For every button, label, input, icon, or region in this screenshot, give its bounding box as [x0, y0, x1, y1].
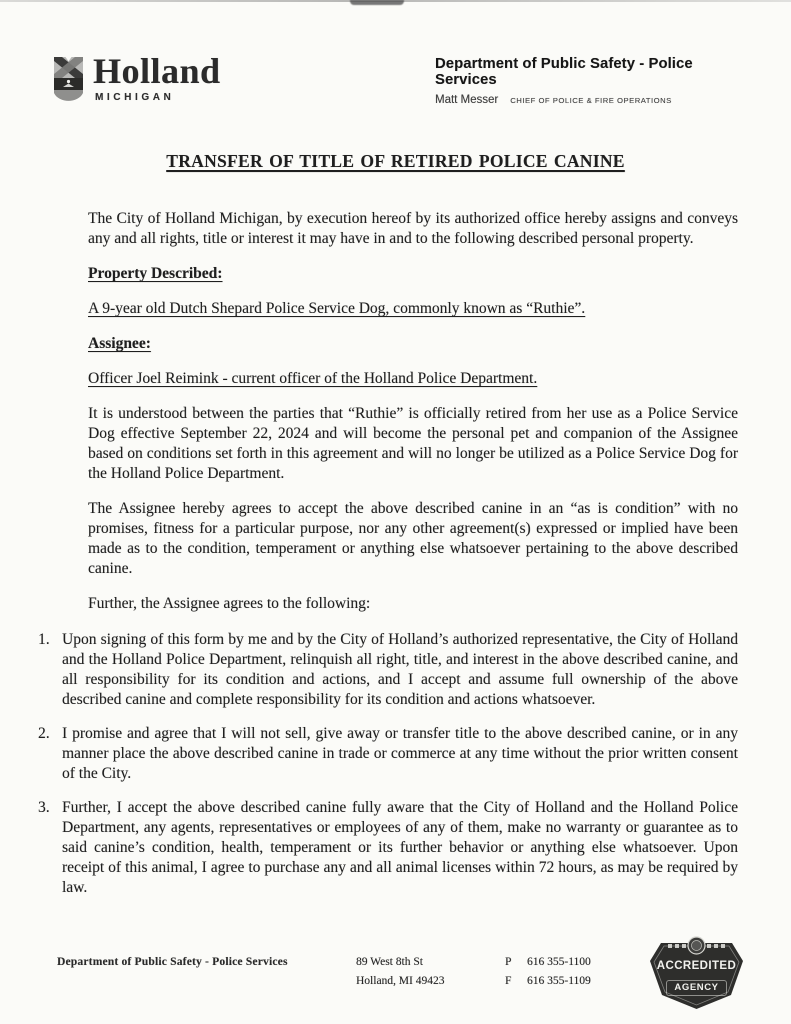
paragraph-as-is: The Assignee hereby agrees to accept the above described canine in an “as is condition” with no promises, fitness for a particular purpose, nor any other agreement(s) expressed or implied have been made as to the condition, temperament or anything else whatsoever pertaining to the above described canine.: [88, 500, 738, 577]
badge-shield-icon: [646, 936, 747, 1016]
badge-label-agency: AGENCY: [666, 980, 726, 996]
footer-contact: [505, 953, 591, 991]
assignee-description: Officer Joel Reimink - current officer of the Holland Police Department.: [88, 370, 538, 387]
footer-address-line1: 89 West 8th St: [356, 956, 423, 968]
list-item-number: 2.: [38, 725, 50, 742]
badge-label-accredited: ACCREDITED: [656, 960, 737, 972]
list-item-text: Further, I accept the above described canine fully aware that the City of Holland and the Holland Police Department, any agents, representatives or employees of any of them, make no warranty or guarantee as to said canine’s condition, health, temperament or its further behavior or anything else whatsoever. Upon receipt of this animal, I agree to purchase any and all animal licenses within 72 hours, as may be required by law.: [62, 799, 738, 896]
paragraph-further-intro: Further, the Assignee agrees to the following:: [88, 595, 371, 612]
footer-phone-number: 616 355-1100: [527, 956, 591, 968]
letterhead-right: [435, 56, 745, 106]
holland-logo: [53, 51, 221, 104]
heading-assignee: Assignee:: [88, 335, 151, 352]
accredited-agency-badge: [646, 936, 747, 1016]
paragraph-understanding: It is understood between the parties that “Ruthie” is officially retired from her use as a Police Service Dog effective September 22, 2024 and will become the personal pet and companion of the Assignee based on conditions set forth in this agreement and will no longer be utilized as a Police Service Dog for the Holland Police Department.: [88, 405, 738, 482]
footer-address-line2: Holland, MI 49423: [356, 975, 445, 987]
heading-property-described: Property Described:: [88, 265, 223, 282]
page-title: TRANSFER OF TITLE OF RETIRED POLICE CANINE: [166, 151, 625, 171]
list-item-text: Upon signing of this form by me and by the City of Holland’s authorized representative, the City of Holland and the Holland Police Department, relinquish all right, title, and interest in the above described canine, and all responsibility for its condition and actions, and I accept and assume full ownership of the above described canine and complete responsibility for its condition and actions whatsoever.: [62, 631, 738, 708]
footer-department: Department of Public Safety - Police Services: [57, 956, 288, 968]
list-item: [38, 724, 738, 784]
holland-tulip-logo-icon: [53, 57, 84, 104]
footer-fax-label: F: [505, 975, 512, 987]
logo-wordmark-sub: MICHIGAN: [95, 92, 175, 103]
list-item-text: I promise and agree that I will not sell, give away or transfer title to the above described canine, or in any manner place the above described canine in trade or commerce at any time without the prior written consent of the City.: [62, 725, 738, 782]
property-description: A 9-year old Dutch Shepard Police Service Dog, commonly known as “Ruthie”.: [88, 300, 586, 317]
document-body: [38, 209, 738, 912]
chief-title: CHIEF OF POLICE & FIRE OPERATIONS: [510, 96, 672, 105]
footer-phone-label: P: [505, 956, 512, 968]
footer-fax-number: 616 355-1109: [527, 975, 591, 987]
paragraph-intro: The City of Holland Michigan, by execution hereof by its authorized office hereby assigns and conveys any and all rights, title or interest it may have in and to the following described personal property.: [88, 210, 738, 247]
list-item-number: 3.: [38, 799, 50, 816]
list-item-number: 1.: [38, 631, 50, 648]
list-item: [38, 798, 738, 898]
list-item: [38, 630, 738, 710]
logo-wordmark: Holland: [93, 51, 221, 91]
conditions-list: [38, 630, 738, 898]
department-title: Department of Public Safety - Police Services: [435, 56, 693, 88]
chief-name: Matt Messer: [435, 94, 499, 106]
footer-address: [356, 953, 444, 991]
scan-artifact-smudge: [350, 0, 404, 5]
